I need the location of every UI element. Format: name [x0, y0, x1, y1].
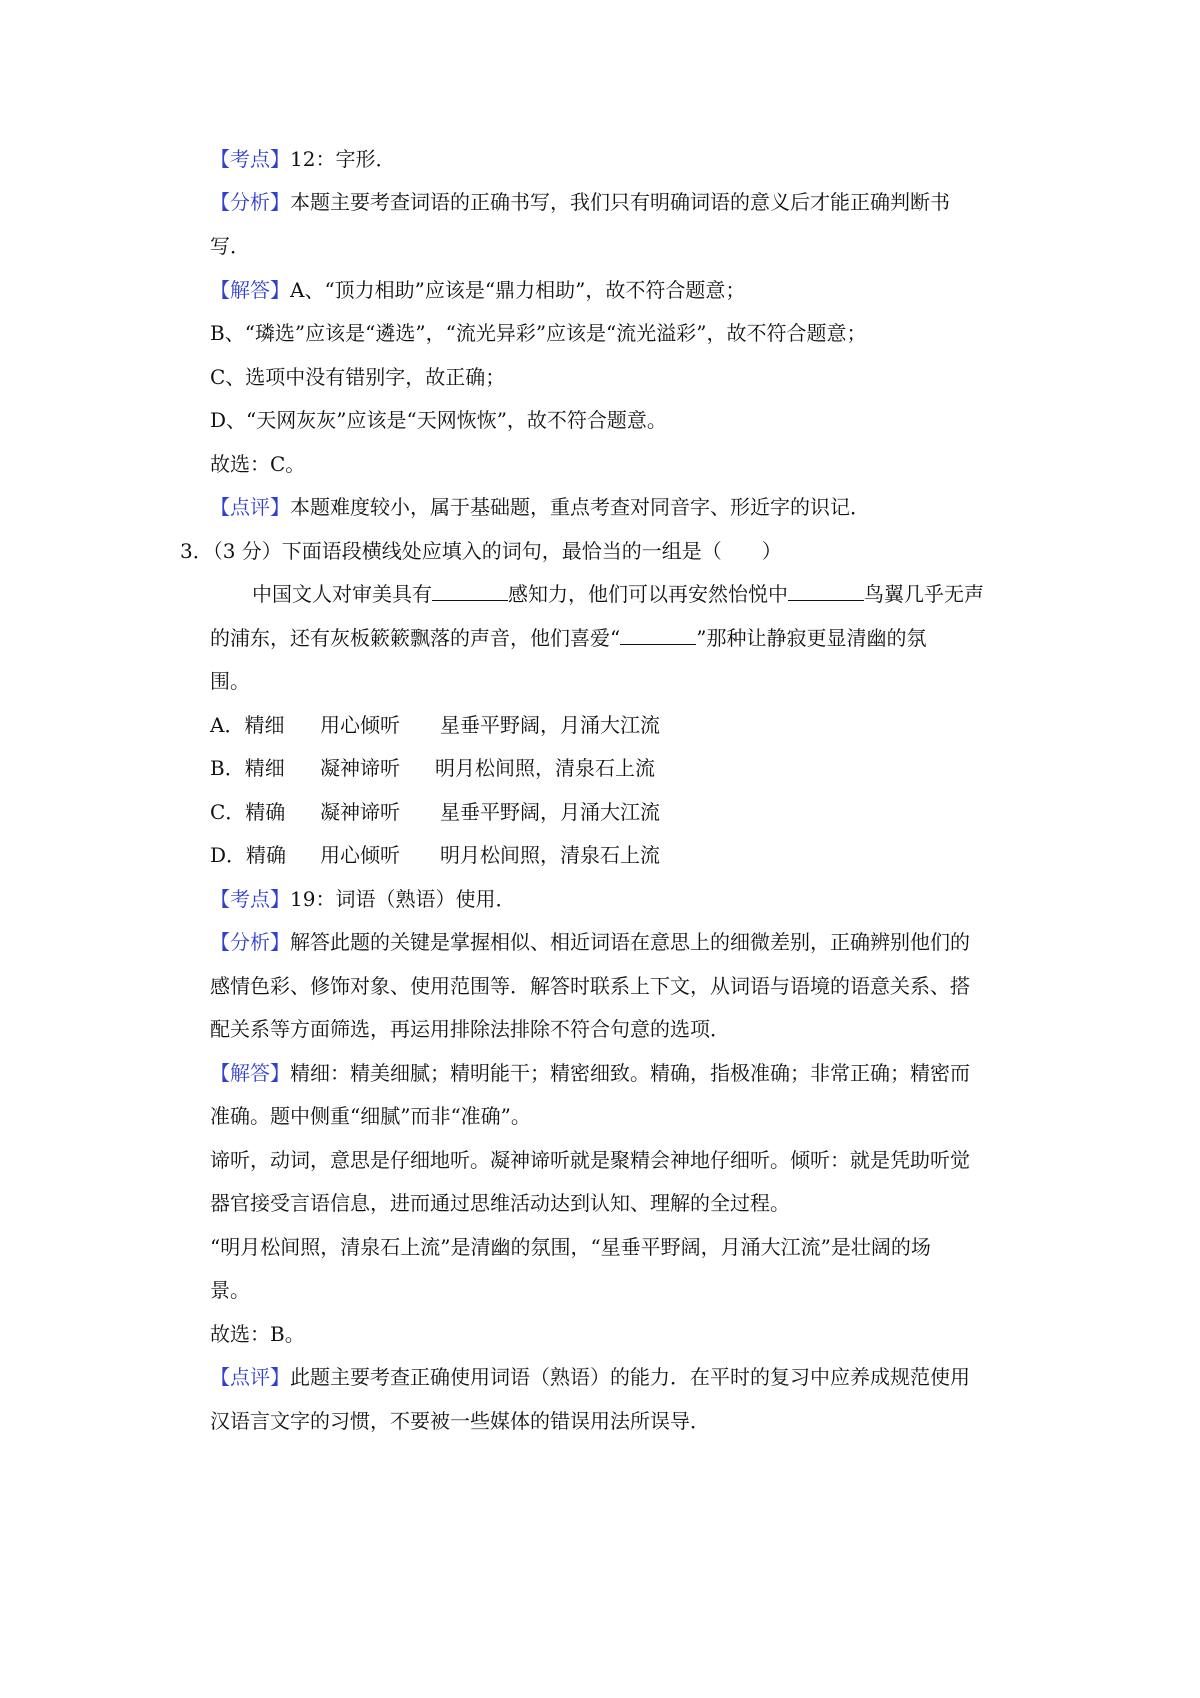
q3-fenxi-2: 感情色彩、修饰对象、使用范围等．解答时联系上下文，从词语与语境的语意关系、搭 [210, 974, 970, 998]
dianping-tag: 【点评】 [210, 495, 290, 519]
kaodian-text: 12：字形． [290, 147, 396, 171]
q3-dianping [210, 1364, 1030, 1390]
option-b: B．精细 凝神谛听 明月松间照，清泉石上流 [210, 756, 655, 780]
jieda-tag: 【解答】 [210, 278, 290, 302]
fenxi-text: 解答此题的关键是掌握相似、相近词语在意思上的细微差别，正确辨别他们的 [290, 930, 970, 954]
q3-fenxi [210, 929, 1030, 955]
q2-dianping [210, 494, 1030, 520]
q3-passage-line1: 中国文人对审美具有 感知力，他们可以再安然怡悦中 鸟翼几乎无声 [252, 582, 984, 606]
q3-kaodian [210, 886, 1030, 912]
q2-kaodian [210, 146, 1030, 172]
q3-jieda-4: 器官接受言语信息，进而通过思维活动达到认知、理解的全过程。 [210, 1191, 790, 1215]
q3-dianping-2: 汉语言文字的习惯，不要被一些媒体的错误用法所误导． [210, 1409, 710, 1433]
q2-fenxi [210, 189, 1030, 215]
q2-jieda-d: D、“天网灰灰”应该是“天网恢恢”，故不符合题意。 [210, 408, 667, 432]
blank-3 [620, 626, 696, 645]
option-d: D．精确 用心倾听 明月松间照，清泉石上流 [210, 843, 660, 867]
dianping-tag: 【点评】 [210, 1365, 290, 1389]
q2-fenxi-cont: 写． [210, 234, 250, 258]
jieda-text: A、“顶力相助”应该是“鼎力相助”，故不符合题意； [290, 278, 746, 302]
q3-jieda-2: 准确。题中侧重“细腻”而非“准确”。 [210, 1104, 531, 1128]
jieda-text: 精细：精美细腻；精明能干；精密细致。精确，指极准确；非常正确；精密而 [290, 1061, 970, 1085]
q2-jieda [210, 277, 1030, 303]
kaodian-text: 19：词语（熟语）使用． [290, 887, 516, 911]
kaodian-tag: 【考点】 [210, 887, 290, 911]
q3-fenxi-3: 配关系等方面筛选，再运用排除法排除不符合句意的选项． [210, 1017, 730, 1041]
dianping-text: 本题难度较小，属于基础题，重点考查对同音字、形近字的识记． [290, 495, 870, 519]
option-c: C．精确 凝神谛听 星垂平野阔，月涌大江流 [210, 800, 660, 824]
q3-jieda [210, 1060, 1030, 1086]
q2-answer: 故选：C。 [210, 452, 306, 476]
jieda-tag: 【解答】 [210, 1061, 290, 1085]
q3-answer: 故选：B。 [210, 1322, 305, 1346]
q3-stem: 3．（3 分）下面语段横线处应填入的词句，最恰当的一组是（ ） [180, 539, 782, 563]
q2-jieda-c: C、选项中没有错别字，故正确； [210, 365, 506, 389]
fenxi-text: 本题主要考查词语的正确书写，我们只有明确词语的意义后才能正确判断书 [290, 190, 950, 214]
q2-jieda-b: B、“璘选”应该是“遴选”，“流光异彩”应该是“流光溢彩”，故不符合题意； [210, 321, 867, 345]
q3-jieda-6: 景。 [210, 1278, 250, 1302]
q3-jieda-5: “明月松间照，清泉石上流”是清幽的氛围，“星垂平野阔，月涌大江流”是壮阔的场 [210, 1235, 931, 1259]
option-a: A．精细 用心倾听 星垂平野阔，月涌大江流 [210, 713, 660, 737]
q3-passage-line3: 围。 [210, 669, 250, 693]
fenxi-tag: 【分析】 [210, 190, 290, 214]
q3-jieda-3: 谛听，动词，意思是仔细地听。凝神谛听就是聚精会神地仔细听。倾听：就是凭助听觉 [210, 1148, 970, 1172]
blank-1 [432, 582, 508, 601]
fenxi-tag: 【分析】 [210, 930, 290, 954]
blank-2 [788, 582, 864, 601]
kaodian-tag: 【考点】 [210, 147, 290, 171]
dianping-text: 此题主要考查正确使用词语（熟语）的能力．在平时的复习中应养成规范使用 [290, 1365, 970, 1389]
q3-passage-line2: 的浦东，还有灰板簌簌飘落的声音，他们喜爱“ ”那种让静寂更显清幽的氛 [210, 626, 927, 650]
